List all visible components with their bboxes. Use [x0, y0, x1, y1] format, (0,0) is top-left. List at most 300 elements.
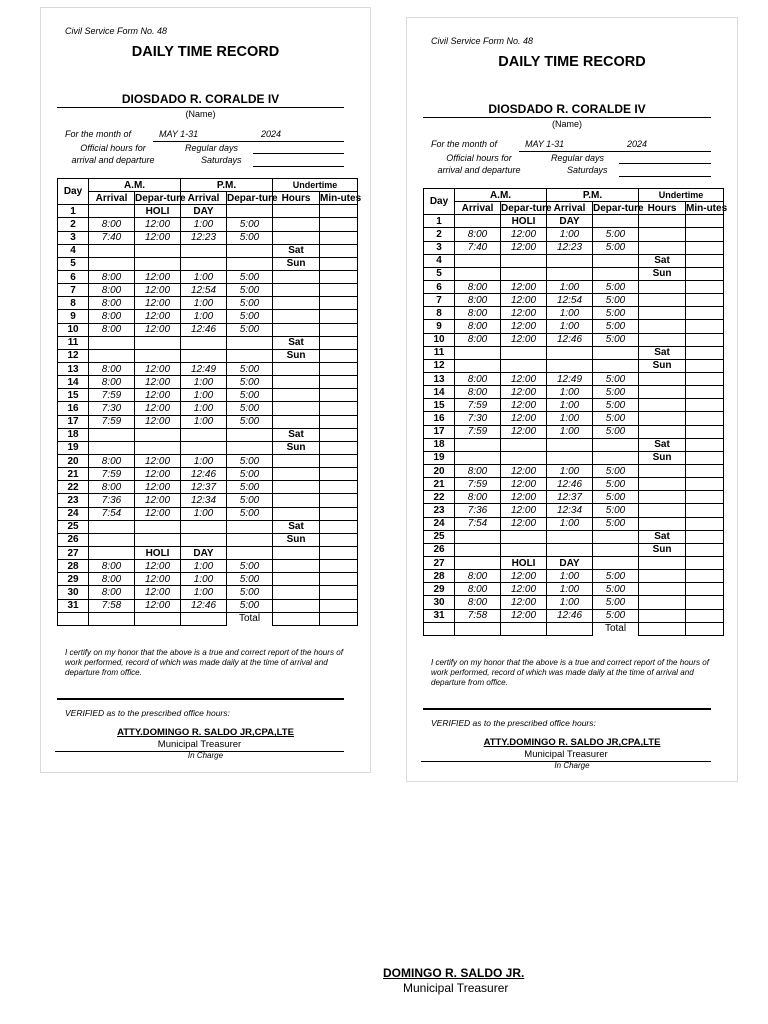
am-arrival: 7:30: [89, 402, 135, 415]
undertime-hours: [273, 376, 320, 389]
undertime-minutes: [686, 386, 724, 399]
day-row: [424, 267, 724, 280]
day-number: 7: [58, 284, 89, 297]
undertime-hours: [273, 599, 320, 612]
am-arrival: 7:40: [455, 241, 501, 254]
pm-arrival: 1:00: [547, 583, 593, 596]
time-cell: [181, 520, 227, 533]
day-row: [58, 454, 358, 467]
day-number: 31: [424, 609, 455, 622]
day-number: 18: [424, 438, 455, 451]
pm-departure: 5:00: [593, 596, 639, 609]
day-row: [424, 412, 724, 425]
time-cell: [135, 533, 181, 546]
signatory-name: ATTY.DOMINGO R. SALDO JR,CPA,LTE: [483, 737, 661, 748]
time-cell: [501, 530, 547, 543]
total-minutes: [320, 612, 358, 625]
time-cell: [135, 336, 181, 349]
undertime-minutes: [320, 573, 358, 586]
time-cell: [593, 451, 639, 464]
day-number: 27: [58, 546, 89, 559]
weekend-mark: Sun: [639, 451, 686, 464]
undertime-minutes: [686, 596, 724, 609]
undertime-minutes: [686, 583, 724, 596]
pm-departure: 5:00: [593, 609, 639, 622]
day-number: 4: [424, 254, 455, 267]
undertime-minutes: [320, 546, 358, 559]
am-departure: 12:00: [501, 504, 547, 517]
am-arrival: 8:00: [89, 323, 135, 336]
time-cell: [455, 346, 501, 359]
day-row: [58, 205, 358, 218]
day-row: [58, 599, 358, 612]
pm-departure: 5:00: [593, 228, 639, 241]
regular-days-label: Regular days: [185, 143, 239, 153]
undertime-minutes: [686, 451, 724, 464]
time-record-table: [423, 188, 728, 636]
time-cell: [455, 530, 501, 543]
undertime-minutes: [320, 389, 358, 402]
am-departure: 12:00: [501, 307, 547, 320]
pm-arrival: 1:00: [547, 517, 593, 530]
undertime-hours: [639, 425, 686, 438]
form-number: Civil Service Form No. 48: [65, 26, 168, 36]
pm-departure: [593, 556, 639, 569]
day-number: 22: [58, 481, 89, 494]
undertime-hours: [273, 284, 320, 297]
am-arrival: 8:00: [89, 573, 135, 586]
undertime-minutes: [320, 402, 358, 415]
footer-signatory-name: DOMINGO R. SALDO JR.: [383, 966, 525, 980]
weekend-mark: Sat: [639, 254, 686, 267]
day-number: 21: [424, 478, 455, 491]
holiday-label: HOLI: [501, 556, 547, 569]
undertime-hours: [639, 386, 686, 399]
in-charge-label: In Charge: [187, 751, 224, 760]
time-cell: [593, 530, 639, 543]
regular-days-line: [619, 163, 711, 164]
am-arrival: 8:00: [89, 310, 135, 323]
undertime-hours: [273, 231, 320, 244]
am-departure: 12:00: [135, 231, 181, 244]
pm-arrival: 12:54: [181, 284, 227, 297]
total-hours: [639, 622, 686, 635]
pm-arrival: 1:00: [181, 218, 227, 231]
am-departure: 12:00: [501, 241, 547, 254]
undertime-minutes: [686, 372, 724, 385]
day-number: 14: [424, 386, 455, 399]
pm-departure: [593, 215, 639, 228]
holiday-label: DAY: [181, 205, 227, 218]
pm-departure: 5:00: [227, 560, 273, 573]
undertime-minutes: [686, 346, 724, 359]
am-arrival: 7:59: [455, 425, 501, 438]
signature-line: [57, 698, 344, 700]
am-arrival: 8:00: [455, 280, 501, 293]
day-row: [58, 415, 358, 428]
day-row: [424, 583, 724, 596]
day-number: 2: [58, 218, 89, 231]
undertime-minutes: [320, 362, 358, 375]
day-number: 17: [58, 415, 89, 428]
undertime-minutes: [320, 468, 358, 481]
header-day: Day: [424, 189, 455, 215]
undertime-minutes: [686, 609, 724, 622]
time-cell: [547, 530, 593, 543]
undertime-minutes: [320, 560, 358, 573]
day-number: 19: [424, 451, 455, 464]
day-number: 13: [58, 362, 89, 375]
day-number: 14: [58, 376, 89, 389]
pm-departure: 5:00: [227, 270, 273, 283]
pm-departure: 5:00: [593, 372, 639, 385]
undertime-minutes: [320, 415, 358, 428]
time-cell: [593, 267, 639, 280]
day-number: 1: [58, 205, 89, 218]
am-arrival: 8:00: [455, 596, 501, 609]
day-row: [58, 297, 358, 310]
am-departure: 12:00: [501, 412, 547, 425]
pm-departure: 5:00: [593, 280, 639, 293]
day-row: [58, 323, 358, 336]
time-cell: [501, 451, 547, 464]
time-cell: [501, 359, 547, 372]
am-departure: 12:00: [135, 362, 181, 375]
undertime-minutes: [320, 205, 358, 218]
time-cell: [593, 543, 639, 556]
am-departure: 12:00: [135, 376, 181, 389]
am-arrival: 8:00: [89, 560, 135, 573]
am-arrival: 8:00: [455, 491, 501, 504]
day-row: [424, 254, 724, 267]
weekend-mark: Sun: [273, 257, 320, 270]
pm-departure: 5:00: [227, 494, 273, 507]
day-number: 20: [424, 464, 455, 477]
pm-departure: 5:00: [593, 570, 639, 583]
header-hours: Hours: [639, 202, 686, 215]
day-row: [424, 294, 724, 307]
am-arrival: 8:00: [455, 570, 501, 583]
pm-arrival: 1:00: [181, 376, 227, 389]
day-row: [424, 386, 724, 399]
pm-departure: 5:00: [593, 464, 639, 477]
am-departure: 12:00: [135, 284, 181, 297]
header-am: A.M.: [455, 189, 547, 202]
am-departure: 12:00: [501, 228, 547, 241]
day-number: 10: [58, 323, 89, 336]
am-departure: 12:00: [501, 464, 547, 477]
weekend-mark: Sun: [273, 349, 320, 362]
pm-departure: 5:00: [227, 218, 273, 231]
undertime-hours: [273, 297, 320, 310]
day-row: [58, 586, 358, 599]
am-arrival: 8:00: [89, 586, 135, 599]
am-arrival: 7:58: [89, 599, 135, 612]
total-minutes: [686, 622, 724, 635]
header-pm-arrival: Arrival: [547, 202, 593, 215]
pm-departure: 5:00: [593, 583, 639, 596]
day-row: [58, 231, 358, 244]
day-row: [58, 573, 358, 586]
am-arrival: 7:36: [455, 504, 501, 517]
pm-arrival: 12:46: [181, 323, 227, 336]
time-cell: [181, 257, 227, 270]
day-row: [424, 504, 724, 517]
pm-arrival: 1:00: [547, 570, 593, 583]
header-am-departure: Depar-ture: [501, 202, 552, 214]
am-arrival: [455, 556, 501, 569]
day-number: 28: [58, 560, 89, 573]
saturdays-label: Saturdays: [201, 155, 242, 165]
time-cell: [547, 254, 593, 267]
header-day: Day: [58, 179, 89, 205]
pm-arrival: 1:00: [181, 415, 227, 428]
time-cell: [135, 441, 181, 454]
undertime-minutes: [686, 254, 724, 267]
am-arrival: 7:59: [89, 389, 135, 402]
day-row: [58, 218, 358, 231]
time-cell: [227, 257, 273, 270]
time-cell: [547, 543, 593, 556]
undertime-hours: [273, 468, 320, 481]
pm-arrival: 1:00: [547, 320, 593, 333]
undertime-hours: [273, 389, 320, 402]
undertime-hours: [639, 399, 686, 412]
undertime-minutes: [686, 241, 724, 254]
time-cell: [227, 533, 273, 546]
pm-departure: 5:00: [593, 333, 639, 346]
pm-departure: [227, 546, 273, 559]
am-arrival: [89, 546, 135, 559]
pm-arrival: 12:49: [181, 362, 227, 375]
am-departure: 12:00: [501, 491, 547, 504]
undertime-hours: [273, 323, 320, 336]
pm-departure: 5:00: [227, 389, 273, 402]
pm-arrival: 12:37: [547, 491, 593, 504]
undertime-minutes: [686, 215, 724, 228]
day-number: 22: [424, 491, 455, 504]
day-row: [424, 228, 724, 241]
pm-arrival: 1:00: [181, 573, 227, 586]
day-number: 8: [58, 297, 89, 310]
pm-arrival: 12:49: [547, 372, 593, 385]
pm-departure: 5:00: [227, 231, 273, 244]
official-hours-label: Official hours for: [446, 153, 512, 163]
am-departure: 12:00: [135, 507, 181, 520]
am-departure: 12:00: [501, 280, 547, 293]
time-cell: [547, 267, 593, 280]
day-row: [424, 399, 724, 412]
day-row: [58, 481, 358, 494]
am-departure: 12:00: [501, 372, 547, 385]
undertime-minutes: [686, 228, 724, 241]
month-value: MAY 1-31: [525, 139, 565, 149]
header-minutes: Min-utes: [686, 202, 728, 214]
day-row: [58, 441, 358, 454]
time-cell: [89, 349, 135, 362]
pm-departure: 5:00: [227, 376, 273, 389]
time-cell: [89, 244, 135, 257]
am-departure: 12:00: [501, 609, 547, 622]
day-row: [424, 320, 724, 333]
day-row: [424, 491, 724, 504]
undertime-hours: [639, 294, 686, 307]
day-number: 23: [58, 494, 89, 507]
signatory-name: ATTY.DOMINGO R. SALDO JR,CPA,LTE: [117, 727, 294, 738]
form-number: Civil Service Form No. 48: [431, 36, 534, 46]
undertime-minutes: [320, 231, 358, 244]
day-number: 5: [58, 257, 89, 270]
header-pm: P.M.: [181, 179, 273, 192]
pm-departure: 5:00: [593, 517, 639, 530]
pm-arrival: 1:00: [547, 596, 593, 609]
day-number: 21: [58, 468, 89, 481]
day-row: [58, 389, 358, 402]
am-departure: 12:00: [501, 320, 547, 333]
header-hours: Hours: [273, 192, 320, 205]
day-row: [424, 609, 724, 622]
am-departure: 12:00: [135, 402, 181, 415]
undertime-minutes: [686, 320, 724, 333]
time-cell: [89, 533, 135, 546]
pm-departure: 5:00: [227, 599, 273, 612]
am-arrival: 7:30: [455, 412, 501, 425]
undertime-minutes: [686, 280, 724, 293]
time-cell: [89, 520, 135, 533]
time-cell: [593, 438, 639, 451]
certification-text: I certify on my honor that the above is a true and correct report of the hours of work performed, record of which was made daily at the time of arrival and departure from office.: [431, 658, 710, 687]
undertime-minutes: [686, 307, 724, 320]
undertime-hours: [273, 573, 320, 586]
holiday-label: HOLI: [501, 215, 547, 228]
am-arrival: 8:00: [455, 228, 501, 241]
time-cell: [593, 359, 639, 372]
day-row: [58, 310, 358, 323]
time-record-table: [57, 178, 362, 626]
am-arrival: 7:58: [455, 609, 501, 622]
time-cell: [547, 438, 593, 451]
undertime-hours: [639, 478, 686, 491]
am-arrival: 8:00: [89, 297, 135, 310]
undertime-hours: [639, 333, 686, 346]
undertime-minutes: [320, 323, 358, 336]
total-label: Total: [227, 612, 273, 625]
day-row: [424, 596, 724, 609]
pm-departure: 5:00: [593, 491, 639, 504]
pm-departure: 5:00: [593, 386, 639, 399]
undertime-minutes: [320, 218, 358, 231]
day-number: 6: [424, 280, 455, 293]
undertime-minutes: [320, 349, 358, 362]
am-departure: 12:00: [135, 323, 181, 336]
pm-departure: 5:00: [227, 284, 273, 297]
day-row: [58, 284, 358, 297]
undertime-hours: [273, 270, 320, 283]
month-field: [153, 129, 344, 142]
official-hours-label: Official hours for: [80, 143, 146, 153]
pm-arrival: 1:00: [547, 307, 593, 320]
am-arrival: 8:00: [89, 376, 135, 389]
time-cell: [227, 349, 273, 362]
pm-arrival: 1:00: [181, 586, 227, 599]
am-arrival: 7:59: [455, 399, 501, 412]
day-number: 7: [424, 294, 455, 307]
undertime-minutes: [320, 244, 358, 257]
undertime-minutes: [686, 294, 724, 307]
header-pm-arrival: Arrival: [181, 192, 227, 205]
time-cell: [455, 451, 501, 464]
undertime-hours: [273, 586, 320, 599]
pm-arrival: 1:00: [547, 228, 593, 241]
undertime-hours: [273, 481, 320, 494]
day-number: 19: [58, 441, 89, 454]
pm-arrival: 1:00: [547, 412, 593, 425]
day-number: 13: [424, 372, 455, 385]
month-field: [519, 139, 711, 152]
time-cell: [227, 244, 273, 257]
undertime-hours: [639, 241, 686, 254]
time-cell: [547, 346, 593, 359]
undertime-hours: [273, 310, 320, 323]
am-departure: 12:00: [135, 297, 181, 310]
day-number: 15: [424, 399, 455, 412]
am-departure: 12:00: [501, 386, 547, 399]
name-caption: (Name): [551, 119, 582, 129]
form-title: DAILY TIME RECORD: [498, 54, 646, 70]
pm-arrival: 1:00: [547, 386, 593, 399]
official-hours-label-2: arrival and departure: [71, 155, 155, 165]
undertime-hours: [273, 507, 320, 520]
undertime-minutes: [320, 284, 358, 297]
am-departure: 12:00: [135, 454, 181, 467]
day-number: 9: [424, 320, 455, 333]
employee-name: DIOSDADO R. CORALDE IV: [423, 102, 711, 118]
undertime-hours: [273, 415, 320, 428]
undertime-minutes: [686, 399, 724, 412]
time-cell: [501, 254, 547, 267]
pm-arrival: 1:00: [181, 402, 227, 415]
pm-departure: 5:00: [593, 412, 639, 425]
day-row: [58, 468, 358, 481]
am-arrival: 8:00: [89, 362, 135, 375]
day-row: [58, 402, 358, 415]
official-hours-label-2: arrival and departure: [437, 165, 521, 175]
undertime-hours: [639, 570, 686, 583]
pm-arrival: 12:23: [181, 231, 227, 244]
day-number: 28: [424, 570, 455, 583]
time-cell: [181, 349, 227, 362]
undertime-minutes: [686, 425, 724, 438]
weekend-mark: Sun: [639, 359, 686, 372]
day-number: 26: [58, 533, 89, 546]
day-number: 27: [424, 556, 455, 569]
time-cell: [181, 533, 227, 546]
pm-departure: 5:00: [593, 241, 639, 254]
am-departure: 12:00: [501, 425, 547, 438]
pm-departure: 5:00: [227, 573, 273, 586]
undertime-hours: [273, 546, 320, 559]
pm-departure: 5:00: [227, 586, 273, 599]
form-title: DAILY TIME RECORD: [131, 44, 280, 60]
pm-arrival: 12:46: [181, 468, 227, 481]
day-row: [58, 362, 358, 375]
in-charge-label: In Charge: [554, 761, 590, 770]
day-row: [424, 556, 724, 569]
day-row: [58, 349, 358, 362]
time-cell: [593, 346, 639, 359]
day-number: 17: [424, 425, 455, 438]
time-cell: [501, 438, 547, 451]
